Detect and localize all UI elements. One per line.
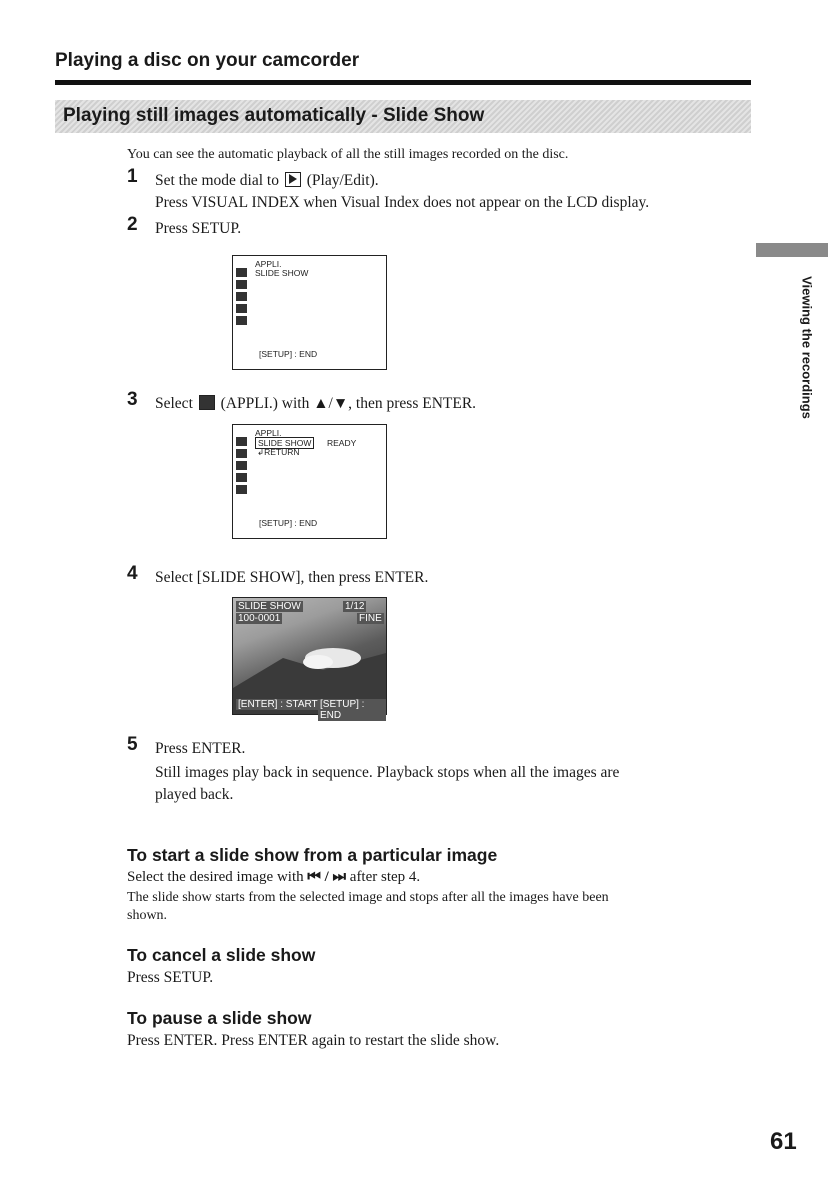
return-label: RETURN [264,447,300,457]
start-hint: [ENTER] : START [238,699,318,710]
end-hint: [SETUP] : END [318,699,386,721]
quality-badge: FINE [359,613,382,624]
intro-text: You can see the automatic playback of all the still images recorded on the disc. [127,147,569,162]
step-number: 3 [127,389,138,410]
section-banner [55,100,751,133]
subhead-pause: To pause a slide show [127,1008,312,1028]
step-number: 4 [127,563,138,584]
file-number: 100-0001 [238,613,281,624]
lcd-screen-3 [232,597,387,721]
image-counter: 1/12 [345,601,365,612]
header-rule [55,80,751,85]
camera-icon [236,280,247,289]
page-header: Playing a disc on your camcorder [55,50,360,71]
print-icon [236,473,247,482]
appli-icon [236,268,247,277]
menu-title: APPLI. [255,259,282,269]
play-edit-icon [285,172,301,187]
prev-next-icons: ⏮ / ⏭ [307,869,347,885]
step-number: 1 [127,166,138,187]
return-item: ↲RETURN [257,447,300,457]
lcd-screen-1 [232,255,387,370]
menu-icons [236,268,250,328]
step-1-pre: Set the mode dial to [155,172,279,189]
step-1-line2: Press VISUAL INDEX when Visual Index does not appear on the LCD display. [155,194,650,211]
start-line1-post: after step 4. [349,869,421,885]
step-5-text: Press ENTER. [155,740,246,757]
cancel-line1: Press SETUP. [127,969,214,986]
menu-item-selected: SLIDE SHOW [255,437,314,449]
etc-icon [236,485,247,494]
subhead-cancel: To cancel a slide show [127,945,316,965]
step-2-text: Press SETUP. [155,220,242,237]
pause-line1: Press ENTER. Press ENTER again to restart the slide show. [127,1032,500,1049]
start-line3: shown. [127,908,168,923]
appli-icon [236,437,247,446]
step-1-post: (Play/Edit). [306,172,379,189]
disc-icon [236,461,247,470]
menu-title: APPLI. [255,428,282,438]
slideshow-label: SLIDE SHOW [238,601,301,612]
disc-icon [236,292,247,301]
step-3-post: (APPLI.) with ▲/▼, then press ENTER. [220,395,477,412]
step-5-line3: played back. [155,786,234,803]
cloud-shape [303,655,333,669]
step-number: 5 [127,734,138,755]
appli-icon [199,395,215,410]
step-1-text [155,170,379,192]
camera-icon [236,449,247,458]
start-line1 [127,867,420,887]
subhead-start: To start a slide show from a particular image [127,845,498,865]
step-3-pre: Select [155,395,193,412]
start-line2: The slide show starts from the selected image and stops after all the images have been [127,890,609,905]
start-line1-pre: Select the desired image with [127,869,304,885]
banner-title: Playing still images automatically - Slide Show [63,105,485,126]
step-5-line2: Still images play back in sequence. Playback stops when all the images are [155,764,620,781]
step-4-text: Select [SLIDE SHOW], then press ENTER. [155,569,429,586]
menu-icons [236,437,250,497]
etc-icon [236,316,247,325]
lcd-screen-2 [232,424,387,539]
chapter-tab [756,243,828,257]
chapter-label: Viewing the recordings [799,276,815,419]
menu-item: SLIDE SHOW [255,268,309,278]
status-text: READY [327,438,357,448]
print-icon [236,304,247,313]
step-3-text [155,393,476,415]
menu-footer: [SETUP] : END [259,349,318,359]
step-number: 2 [127,214,138,235]
menu-footer: [SETUP] : END [259,518,318,528]
page-number: 61 [770,1128,797,1155]
